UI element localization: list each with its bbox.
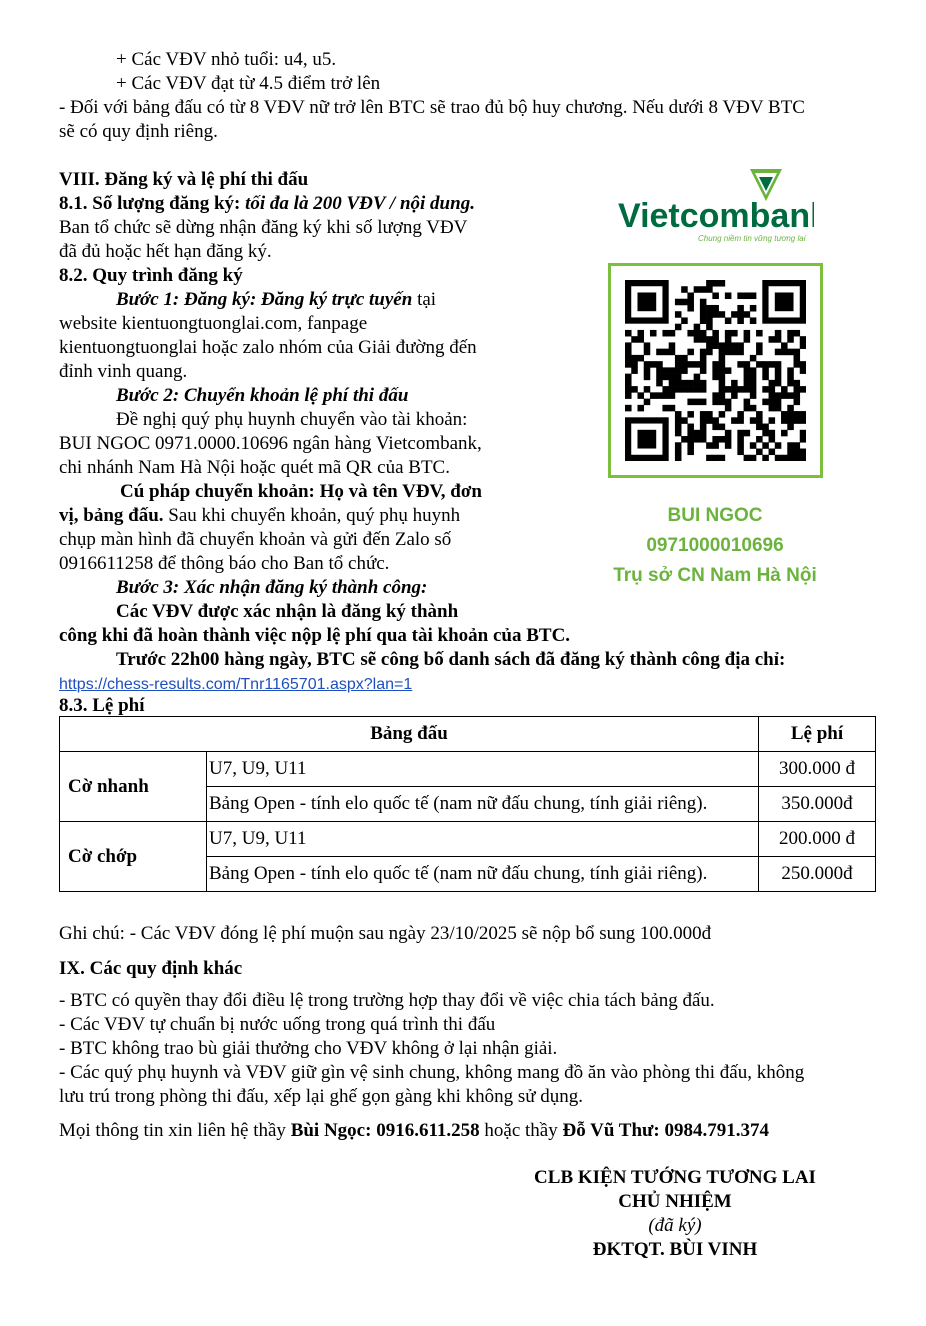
table-row	[60, 822, 876, 857]
intro-line-2: + Các VĐV đạt từ 4.5 điểm trở lên	[116, 73, 381, 94]
step1-line-4: đỉnh vinh quang.	[59, 361, 188, 382]
step2-line-2: BUI NGOC 0971.0000.10696 ngân hàng Vietcombank,	[59, 433, 482, 454]
bank-branch: Trụ sở CN Nam Hà Nội	[613, 565, 817, 586]
signature-name: ĐKTQT. BÙI VINH	[592, 1239, 758, 1260]
signature-role: CHỦ NHIỆM	[618, 1191, 732, 1212]
group-name: Cờ chớp	[60, 822, 207, 892]
fee-cell: 350.000đ	[759, 787, 876, 822]
division-cell: Bảng Open - tính elo quốc tế (nam nữ đấu chung, tính giải riêng).	[207, 857, 759, 892]
section-9-title: IX. Các quy định khác	[59, 958, 243, 979]
step1-line-1	[116, 288, 436, 312]
s82-title: 8.2. Quy trình đăng ký	[59, 265, 243, 286]
division-cell: Bảng Open - tính elo quốc tế (nam nữ đấu chung, tính giải riêng).	[207, 787, 759, 822]
bank-slogan: Chung niềm tin vững tương lai	[698, 234, 806, 243]
s81-value: tối đa là 200 VĐV / nội dung.	[245, 193, 475, 214]
step3-line-1: Các VĐV được xác nhận là đăng ký thành	[116, 601, 459, 622]
bank-logo-text: Vietcombank	[618, 197, 814, 235]
vietcombank-logo	[618, 165, 814, 245]
step1-tail: tại	[412, 289, 437, 310]
step2-line-1: Đề nghị quý phụ huynh chuyển vào tài khoản:	[116, 409, 468, 430]
late-fee-note: Ghi chú: - Các VĐV đóng lệ phí muộn sau ngày 23/10/2025 sẽ nộp bổ sung 100.000đ	[59, 923, 712, 944]
division-cell: U7, U9, U11	[207, 752, 759, 787]
step1-line-2: website kientuongtuonglai.com, fanpage	[59, 313, 368, 334]
rule-line-5: lưu trú trong phòng thi đấu, xếp lại ghế gọn gàng khi không sử dụng.	[59, 1086, 584, 1107]
syntax-line-1: Cú pháp chuyển khoản: Họ và tên VĐV, đơn	[120, 481, 482, 502]
vietcombank-emblem-icon	[618, 165, 814, 245]
contact-prefix: Mọi thông tin xin liên hệ thầy	[59, 1120, 291, 1141]
intro-line-1: + Các VĐV nhỏ tuổi: u4, u5.	[116, 49, 337, 70]
step3-line-2: công khi đã hoàn thành việc nộp lệ phí qua tài khoản của BTC.	[59, 625, 571, 646]
s81-line-3: đã đủ hoặc hết hạn đăng ký.	[59, 241, 272, 262]
rule-line-2: - Các VĐV tự chuẩn bị nước uống trong quá trình thi đấu	[59, 1014, 496, 1035]
division-cell: U7, U9, U11	[207, 822, 759, 857]
syntax-tail: Sau khi chuyển khoản, quý phụ huynh	[163, 505, 461, 526]
contact-mid: hoặc thầy	[479, 1120, 563, 1141]
section-8-title: VIII. Đăng ký và lệ phí thi đấu	[59, 169, 309, 190]
s81-line-2: Ban tổ chức sẽ dừng nhận đăng ký khi số lượng VĐV	[59, 217, 468, 238]
results-link[interactable]: https://chess-results.com/Tnr1165701.aspx?lan=1	[59, 676, 413, 693]
signature-org: CLB KIỆN TƯỚNG TƯƠNG LAI	[534, 1167, 816, 1188]
step3-label: Bước 3: Xác nhận đăng ký thành công:	[116, 577, 428, 598]
s81-label: 8.1. Số lượng đăng ký:	[59, 193, 246, 214]
step1-line-3: kientuongtuonglai hoặc zalo nhóm của Giải đường đến	[59, 337, 477, 358]
contact-1: Bùi Ngọc: 0916.611.258	[290, 1120, 480, 1141]
table-row	[60, 752, 876, 787]
step2-label: Bước 2: Chuyển khoản lệ phí thi đấu	[116, 385, 409, 406]
table-header-row	[60, 717, 876, 752]
bank-account-name: BUI NGOC	[667, 505, 763, 526]
header-fee: Lệ phí	[759, 717, 876, 752]
fee-cell: 200.000 đ	[759, 822, 876, 857]
step1-label: Bước 1: Đăng ký: Đăng ký trực tuyến	[116, 289, 413, 310]
daily-publish-line: Trước 22h00 hàng ngày, BTC sẽ công bố danh sách đã đăng ký thành công địa chỉ:	[116, 649, 786, 670]
fee-cell: 300.000 đ	[759, 752, 876, 787]
intro-line-3: - Đối với bảng đấu có từ 8 VĐV nữ trở lên BTC sẽ trao đủ bộ huy chương. Nếu dưới 8 VĐV BTC	[59, 97, 805, 118]
header-division: Bảng đấu	[60, 717, 759, 752]
bank-account-number: 0971000010696	[646, 535, 784, 556]
qr-code-icon	[625, 280, 806, 461]
contact-line	[59, 1119, 769, 1143]
s81-line-1	[59, 192, 475, 216]
qr-code[interactable]	[608, 263, 823, 478]
fee-cell: 250.000đ	[759, 857, 876, 892]
rule-line-3: - BTC không trao bù giải thưởng cho VĐV không ở lại nhận giải.	[59, 1038, 558, 1059]
syntax-bold: vị, bảng đấu.	[59, 505, 164, 526]
syntax-line-3: chụp màn hình đã chuyển khoản và gửi đến Zalo số	[59, 529, 452, 550]
fee-table	[59, 716, 876, 892]
syntax-line-4: 0916611258 để thông báo cho Ban tổ chức.	[59, 553, 390, 574]
rule-line-4: - Các quý phụ huynh và VĐV giữ gìn vệ sinh chung, không mang đồ ăn vào phòng thi đấu, không	[59, 1062, 805, 1083]
syntax-line-2	[59, 504, 460, 528]
signature-signed: (đã ký)	[648, 1215, 702, 1236]
step2-line-3: chi nhánh Nam Hà Nội hoặc quét mã QR của BTC.	[59, 457, 450, 478]
s83-title: 8.3. Lệ phí	[59, 695, 145, 716]
intro-line-4: sẽ có quy định riêng.	[59, 121, 218, 142]
group-name: Cờ nhanh	[60, 752, 207, 822]
contact-2: Đỗ Vũ Thư: 0984.791.374	[562, 1120, 770, 1141]
rule-line-1: - BTC có quyền thay đổi điều lệ trong trường hợp thay đổi về việc chia tách bảng đấu.	[59, 990, 715, 1011]
